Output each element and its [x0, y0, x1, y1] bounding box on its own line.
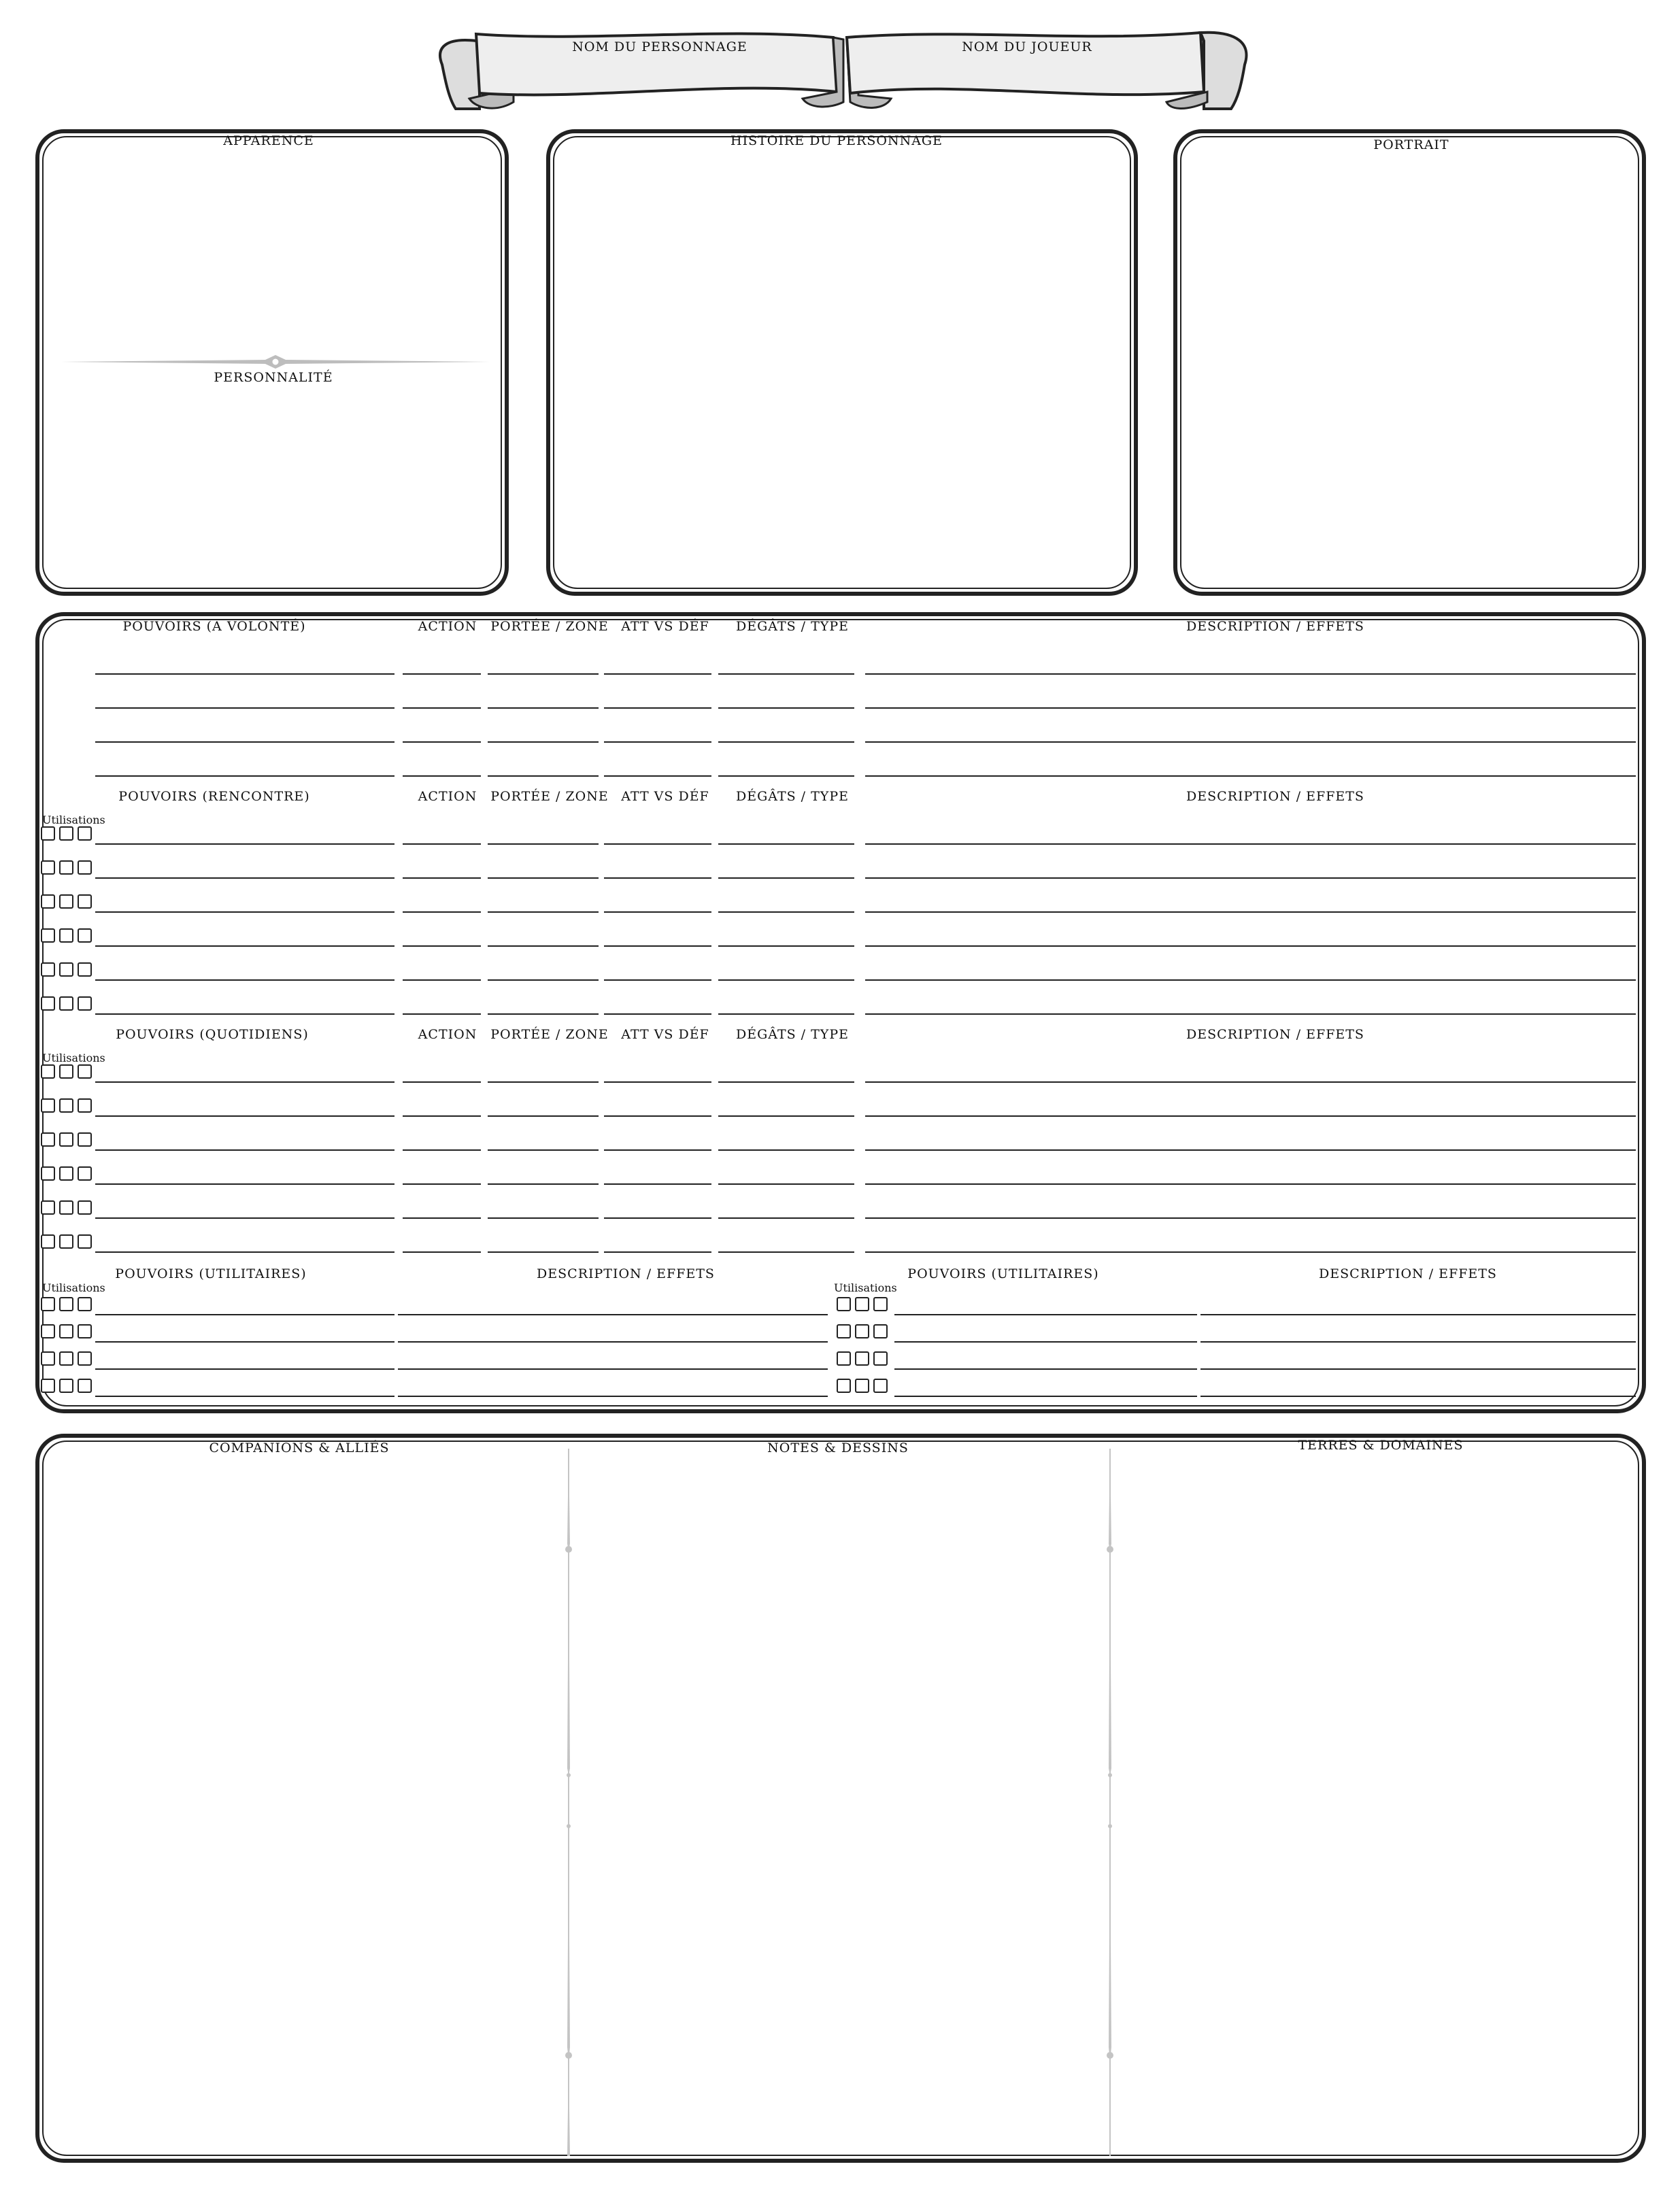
utility-left-name-field[interactable]	[95, 1368, 394, 1370]
daily-row-action-field[interactable]	[403, 1251, 481, 1253]
encounter-row-description-field[interactable]	[865, 911, 1636, 913]
daily-row-damage-field[interactable]	[718, 1081, 854, 1083]
utility-right-name-field[interactable]	[894, 1396, 1197, 1397]
utility-left-header: POUVOIRS (UTILITAIRES)	[115, 1266, 307, 1281]
utility-left-name-field[interactable]	[95, 1341, 394, 1343]
encounter-row-damage-field[interactable]	[718, 979, 854, 981]
encounter-row-description-field[interactable]	[865, 945, 1636, 947]
at-will-row-range-field[interactable]	[488, 673, 599, 675]
daily-row-description-field[interactable]	[865, 1149, 1636, 1151]
at-will-row-damage-field[interactable]	[718, 775, 854, 777]
encounter-row-description-field[interactable]	[865, 877, 1636, 879]
encounter-damage-header: DÉGÂTS / TYPE	[735, 789, 850, 804]
utility-left-row-checkbox[interactable]	[78, 1379, 92, 1393]
utility-right-header: POUVOIRS (UTILITAIRES)	[907, 1266, 1099, 1281]
at-will-row-power-name-field[interactable]	[95, 707, 394, 709]
utility-right-description-field[interactable]	[1200, 1314, 1636, 1315]
daily-row-description-field[interactable]	[865, 1251, 1636, 1253]
at-will-row-description-field[interactable]	[865, 673, 1636, 675]
utility-left-name-field[interactable]	[95, 1396, 394, 1397]
daily-row-attack-field[interactable]	[604, 1251, 711, 1253]
column-divider-ornament-icon	[1103, 1449, 1117, 2156]
utility-left-row-checkbox[interactable]	[59, 1297, 73, 1311]
daily-row-damage-field[interactable]	[718, 1149, 854, 1151]
utility-right-row-checkbox[interactable]	[837, 1297, 851, 1311]
daily-row-range-field[interactable]	[488, 1251, 599, 1253]
utility-right-description-field[interactable]	[1200, 1341, 1636, 1343]
banner-ribbon-graphic	[0, 0, 1680, 136]
encounter-row-action-field[interactable]	[403, 911, 481, 913]
at-will-row-description-field[interactable]	[865, 775, 1636, 777]
daily-row-damage-field[interactable]	[718, 1183, 854, 1185]
encounter-row-checkbox[interactable]	[78, 860, 92, 875]
encounter-attack-header: ATT VS DÉF	[621, 789, 709, 804]
daily-row-attack-field[interactable]	[604, 1081, 711, 1083]
encounter-row-range-field[interactable]	[488, 1013, 599, 1015]
daily-row-attack-field[interactable]	[604, 1149, 711, 1151]
daily-range-header: PORTÉE / ZONE	[490, 1027, 609, 1042]
utility-left-description-field[interactable]	[398, 1396, 828, 1397]
encounter-row-checkbox[interactable]	[78, 826, 92, 841]
encounter-row-checkbox[interactable]	[59, 996, 73, 1011]
utility-left-uses-label: Utilisations	[42, 1281, 105, 1294]
utility-right-row-checkbox[interactable]	[855, 1351, 869, 1366]
daily-row-range-field[interactable]	[488, 1115, 599, 1117]
encounter-row-range-field[interactable]	[488, 979, 599, 981]
at-will-row-power-name-field[interactable]	[95, 741, 394, 743]
daily-row-checkbox[interactable]	[59, 1132, 73, 1147]
encounter-row-description-field[interactable]	[865, 843, 1636, 845]
at-will-description-header: DESCRIPTION / EFFETS	[1186, 619, 1364, 634]
daily-damage-header: DÉGÂTS / TYPE	[735, 1027, 850, 1042]
utility-left-row-checkbox[interactable]	[78, 1351, 92, 1366]
at-will-row-attack-field[interactable]	[604, 741, 711, 743]
utility-right-description-field[interactable]	[1200, 1396, 1636, 1397]
utility-right-row-checkbox[interactable]	[837, 1379, 851, 1393]
utility-left-description-field[interactable]	[398, 1341, 828, 1343]
daily-row-checkbox[interactable]	[78, 1234, 92, 1249]
utility-right-row-checkbox[interactable]	[855, 1324, 869, 1338]
encounter-row-damage-field[interactable]	[718, 911, 854, 913]
encounter-row-checkbox[interactable]	[41, 928, 55, 943]
daily-row-power-name-field[interactable]	[95, 1149, 394, 1151]
utility-left-name-field[interactable]	[95, 1314, 394, 1315]
encounter-row-action-field[interactable]	[403, 1013, 481, 1015]
column-divider-ornament-icon	[562, 1449, 575, 2156]
encounter-row-attack-field[interactable]	[604, 945, 711, 947]
daily-row-checkbox[interactable]	[78, 1098, 92, 1113]
encounter-row-checkbox[interactable]	[41, 860, 55, 875]
utility-left-row-checkbox[interactable]	[59, 1351, 73, 1366]
daily-row-action-field[interactable]	[403, 1149, 481, 1151]
at-will-row-description-field[interactable]	[865, 741, 1636, 743]
daily-row-checkbox[interactable]	[59, 1200, 73, 1215]
daily-description-header: DESCRIPTION / EFFETS	[1186, 1027, 1364, 1042]
at-will-row-action-field[interactable]	[403, 775, 481, 777]
utility-right-row-checkbox[interactable]	[837, 1351, 851, 1366]
encounter-row-damage-field[interactable]	[718, 843, 854, 845]
daily-row-checkbox[interactable]	[41, 1132, 55, 1147]
utility-right-name-field[interactable]	[894, 1341, 1197, 1343]
daily-row-checkbox[interactable]	[59, 1166, 73, 1181]
daily-row-action-field[interactable]	[403, 1217, 481, 1219]
utility-right-row-checkbox[interactable]	[873, 1379, 888, 1393]
notes-panel[interactable]	[35, 1434, 1646, 2163]
utility-right-row-checkbox[interactable]	[855, 1297, 869, 1311]
encounter-row-description-field[interactable]	[865, 979, 1636, 981]
encounter-row-checkbox[interactable]	[78, 894, 92, 909]
utility-right-row-checkbox[interactable]	[837, 1324, 851, 1338]
utility-right-description-header: DESCRIPTION / EFFETS	[1319, 1266, 1497, 1281]
at-will-row-attack-field[interactable]	[604, 673, 711, 675]
daily-uses-label: Utilisations	[42, 1051, 105, 1064]
daily-row-damage-field[interactable]	[718, 1115, 854, 1117]
utility-left-description-field[interactable]	[398, 1368, 828, 1370]
companions-label: COMPANIONS & ALLIÉS	[209, 1441, 390, 1455]
utility-left-row-checkbox[interactable]	[78, 1297, 92, 1311]
encounter-row-power-name-field[interactable]	[95, 945, 394, 947]
daily-row-checkbox[interactable]	[41, 1064, 55, 1079]
daily-row-description-field[interactable]	[865, 1081, 1636, 1083]
at-will-row-damage-field[interactable]	[718, 741, 854, 743]
daily-row-attack-field[interactable]	[604, 1217, 711, 1219]
daily-row-checkbox[interactable]	[78, 1064, 92, 1079]
encounter-action-header: ACTION	[418, 789, 477, 804]
encounter-uses-label: Utilisations	[42, 813, 105, 826]
daily-row-attack-field[interactable]	[604, 1115, 711, 1117]
appearance-label: APPARENCE	[223, 133, 314, 148]
daily-row-action-field[interactable]	[403, 1081, 481, 1083]
encounter-row-attack-field[interactable]	[604, 877, 711, 879]
encounter-row-range-field[interactable]	[488, 843, 599, 845]
encounter-row-checkbox[interactable]	[59, 962, 73, 977]
daily-row-checkbox[interactable]	[78, 1132, 92, 1147]
at-will-row-attack-field[interactable]	[604, 707, 711, 709]
daily-row-power-name-field[interactable]	[95, 1217, 394, 1219]
daily-row-power-name-field[interactable]	[95, 1115, 394, 1117]
utility-right-row-checkbox[interactable]	[873, 1351, 888, 1366]
encounter-row-power-name-field[interactable]	[95, 877, 394, 879]
encounter-row-action-field[interactable]	[403, 843, 481, 845]
encounter-description-header: DESCRIPTION / EFFETS	[1186, 789, 1364, 804]
utility-right-row-checkbox[interactable]	[873, 1297, 888, 1311]
utility-left-row-checkbox[interactable]	[59, 1379, 73, 1393]
history-label: HISTOIRE DU PERSONNAGE	[730, 133, 943, 148]
encounter-row-action-field[interactable]	[403, 979, 481, 981]
at-will-action-header: ACTION	[418, 619, 477, 634]
character-name-label: NOM DU PERSONNAGE	[572, 39, 747, 54]
encounter-row-checkbox[interactable]	[41, 894, 55, 909]
utility-right-name-field[interactable]	[894, 1368, 1197, 1370]
at-will-row-action-field[interactable]	[403, 741, 481, 743]
player-name-label: NOM DU JOUEUR	[962, 39, 1092, 54]
daily-row-power-name-field[interactable]	[95, 1183, 394, 1185]
utility-left-row-checkbox[interactable]	[41, 1324, 55, 1338]
encounter-row-checkbox[interactable]	[59, 894, 73, 909]
utility-right-uses-label: Utilisations	[834, 1281, 897, 1294]
utility-left-description-header: DESCRIPTION / EFFETS	[537, 1266, 715, 1281]
encounter-row-range-field[interactable]	[488, 911, 599, 913]
daily-row-description-field[interactable]	[865, 1115, 1636, 1117]
encounter-row-description-field[interactable]	[865, 1013, 1636, 1015]
utility-left-row-checkbox[interactable]	[41, 1351, 55, 1366]
encounter-row-checkbox[interactable]	[59, 860, 73, 875]
daily-row-description-field[interactable]	[865, 1217, 1636, 1219]
utility-left-row-checkbox[interactable]	[59, 1324, 73, 1338]
encounter-row-damage-field[interactable]	[718, 877, 854, 879]
encounter-row-action-field[interactable]	[403, 945, 481, 947]
personality-label: PERSONNALITÉ	[214, 370, 333, 385]
daily-row-checkbox[interactable]	[78, 1200, 92, 1215]
at-will-row-range-field[interactable]	[488, 775, 599, 777]
utility-right-name-field[interactable]	[894, 1314, 1197, 1315]
at-will-row-action-field[interactable]	[403, 707, 481, 709]
daily-row-range-field[interactable]	[488, 1183, 599, 1185]
encounter-row-damage-field[interactable]	[718, 945, 854, 947]
daily-row-damage-field[interactable]	[718, 1251, 854, 1253]
encounter-powers-header: POUVOIRS (RENCONTRE)	[118, 789, 310, 804]
encounter-row-checkbox[interactable]	[78, 928, 92, 943]
encounter-row-checkbox[interactable]	[78, 996, 92, 1011]
daily-action-header: ACTION	[418, 1027, 477, 1042]
daily-row-range-field[interactable]	[488, 1149, 599, 1151]
daily-row-checkbox[interactable]	[41, 1234, 55, 1249]
daily-row-checkbox[interactable]	[59, 1098, 73, 1113]
encounter-row-checkbox[interactable]	[59, 826, 73, 841]
daily-row-checkbox[interactable]	[78, 1166, 92, 1181]
encounter-row-damage-field[interactable]	[718, 1013, 854, 1015]
encounter-row-attack-field[interactable]	[604, 1013, 711, 1015]
encounter-row-power-name-field[interactable]	[95, 979, 394, 981]
daily-row-range-field[interactable]	[488, 1217, 599, 1219]
daily-row-attack-field[interactable]	[604, 1183, 711, 1185]
encounter-row-power-name-field[interactable]	[95, 843, 394, 845]
daily-row-checkbox[interactable]	[59, 1064, 73, 1079]
divider-ornament-icon	[61, 354, 490, 370]
daily-attack-header: ATT VS DÉF	[621, 1027, 709, 1042]
encounter-row-range-field[interactable]	[488, 877, 599, 879]
encounter-row-checkbox[interactable]	[41, 962, 55, 977]
daily-row-power-name-field[interactable]	[95, 1081, 394, 1083]
encounter-row-checkbox[interactable]	[78, 962, 92, 977]
encounter-row-power-name-field[interactable]	[95, 911, 394, 913]
utility-right-description-field[interactable]	[1200, 1368, 1636, 1370]
encounter-row-attack-field[interactable]	[604, 911, 711, 913]
utility-left-row-checkbox[interactable]	[41, 1379, 55, 1393]
at-will-row-range-field[interactable]	[488, 741, 599, 743]
at-will-row-description-field[interactable]	[865, 707, 1636, 709]
daily-row-action-field[interactable]	[403, 1183, 481, 1185]
daily-powers-header: POUVOIRS (QUOTIDIENS)	[116, 1027, 309, 1042]
at-will-row-action-field[interactable]	[403, 673, 481, 675]
utility-left-description-field[interactable]	[398, 1314, 828, 1315]
encounter-range-header: PORTÉE / ZONE	[490, 789, 609, 804]
daily-row-description-field[interactable]	[865, 1183, 1636, 1185]
portrait-label: PORTRAIT	[1373, 137, 1449, 152]
encounter-row-power-name-field[interactable]	[95, 1013, 394, 1015]
daily-row-power-name-field[interactable]	[95, 1251, 394, 1253]
daily-row-checkbox[interactable]	[59, 1234, 73, 1249]
history-panel[interactable]	[546, 129, 1138, 596]
utility-left-row-checkbox[interactable]	[41, 1297, 55, 1311]
at-will-damage-header: DÉGÂTS / TYPE	[735, 619, 850, 634]
encounter-row-range-field[interactable]	[488, 945, 599, 947]
daily-row-checkbox[interactable]	[41, 1166, 55, 1181]
at-will-row-power-name-field[interactable]	[95, 673, 394, 675]
at-will-row-attack-field[interactable]	[604, 775, 711, 777]
at-will-row-range-field[interactable]	[488, 707, 599, 709]
at-will-powers-header: POUVOIRS (A VOLONTÉ)	[122, 619, 306, 634]
encounter-row-checkbox[interactable]	[59, 928, 73, 943]
portrait-panel[interactable]	[1173, 129, 1646, 596]
lands-label: TERRES & DOMAINES	[1298, 1438, 1464, 1453]
at-will-range-header: PORTÉE / ZONE	[490, 619, 609, 634]
at-will-attack-header: ATT VS DÉF	[621, 619, 709, 634]
encounter-row-attack-field[interactable]	[604, 843, 711, 845]
utility-left-row-checkbox[interactable]	[78, 1324, 92, 1338]
encounter-row-checkbox[interactable]	[41, 826, 55, 841]
at-will-row-power-name-field[interactable]	[95, 775, 394, 777]
utility-right-row-checkbox[interactable]	[855, 1379, 869, 1393]
encounter-row-attack-field[interactable]	[604, 979, 711, 981]
encounter-row-checkbox[interactable]	[41, 996, 55, 1011]
daily-row-damage-field[interactable]	[718, 1217, 854, 1219]
daily-row-checkbox[interactable]	[41, 1200, 55, 1215]
utility-right-row-checkbox[interactable]	[873, 1324, 888, 1338]
encounter-row-action-field[interactable]	[403, 877, 481, 879]
at-will-row-damage-field[interactable]	[718, 707, 854, 709]
daily-row-checkbox[interactable]	[41, 1098, 55, 1113]
daily-row-range-field[interactable]	[488, 1081, 599, 1083]
notes-label: NOTES & DESSINS	[767, 1441, 909, 1455]
at-will-row-damage-field[interactable]	[718, 673, 854, 675]
daily-row-action-field[interactable]	[403, 1115, 481, 1117]
